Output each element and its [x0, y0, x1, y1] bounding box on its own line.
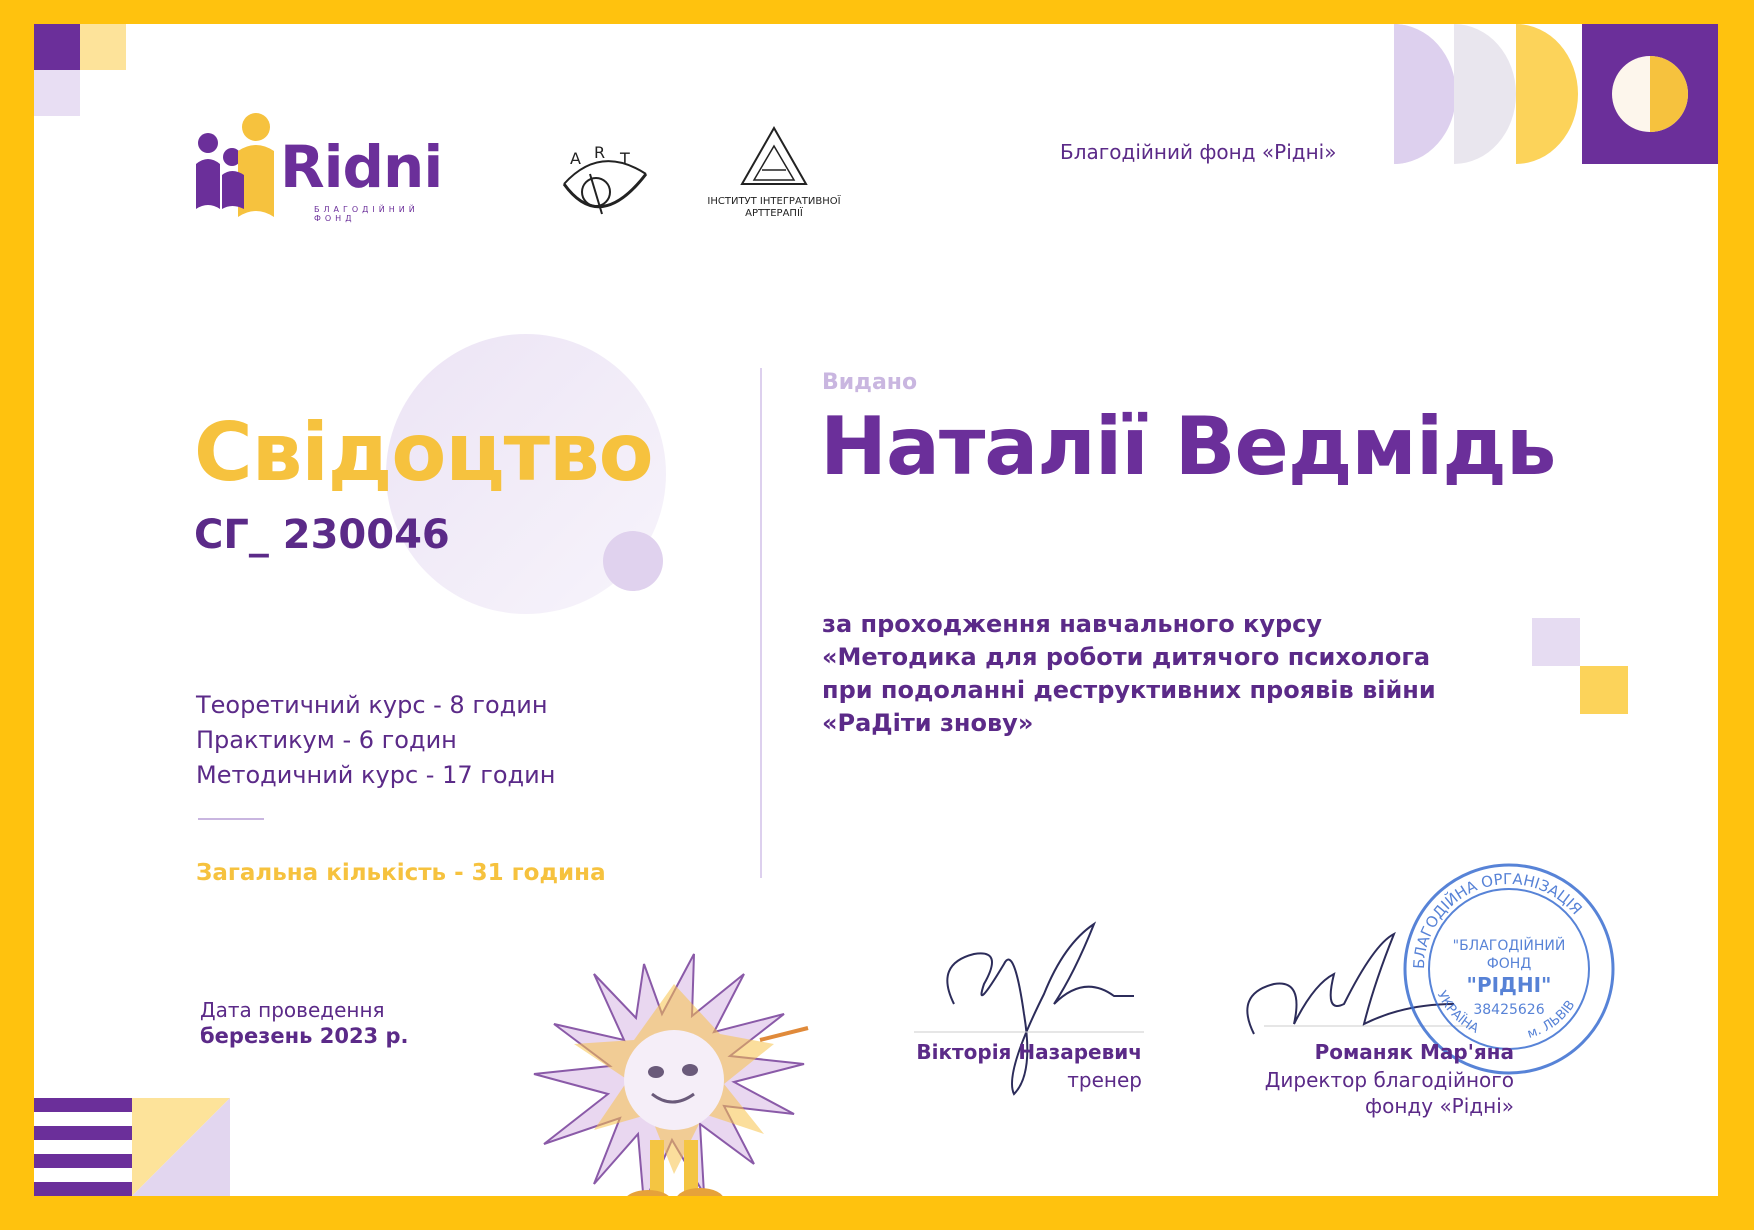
vertical-divider: [760, 368, 762, 878]
course-item: Теоретичний курс - 8 годин: [196, 691, 548, 719]
date-label: Дата проведення: [200, 998, 385, 1022]
svg-text:БЛАГОДІЙНА ОРГАНІЗАЦІЯ: [1410, 870, 1586, 969]
date-value: березень 2023 р.: [200, 1024, 409, 1048]
certificate-sheet: [34, 24, 1718, 1196]
trainer-role: тренер: [1067, 1068, 1142, 1092]
decor-squares-right: [1532, 618, 1628, 714]
certificate-title: Свідоцтво: [194, 406, 653, 499]
certificate-number: СГ_ 230046: [194, 512, 450, 558]
institute-name-line1: ІНСТИТУТ ІНТЕГРАТИВНОЇ: [707, 196, 841, 207]
small-decor-circle: [603, 531, 663, 591]
svg-text:T: T: [620, 149, 630, 168]
course-description: [822, 608, 1436, 740]
triangle-a-icon: [738, 124, 810, 188]
course-item: Практикум - 6 годин: [196, 726, 457, 754]
corner-decoration-top-left: [34, 24, 124, 114]
total-hours: Загальна кількість - 31 година: [196, 860, 606, 886]
course-list: [196, 688, 555, 793]
stamp-city: м. ЛЬВІВ: [1525, 997, 1579, 1042]
sun-mascot-image: [524, 944, 824, 1196]
description-line: за проходження навчального курсу: [822, 610, 1323, 638]
stamp-side: УКРАЇНА: [1433, 988, 1482, 1037]
svg-text:R: R: [594, 143, 606, 162]
stamp-outer-text: БЛАГОДІЙНА ОРГАНІЗАЦІЯ: [1409, 869, 1586, 970]
ridni-logo: [194, 109, 464, 223]
stamp-code: 38425626: [1473, 1002, 1545, 1018]
logo-subtitle: БЛАГОДІЙНИЙ ФОНД: [314, 205, 419, 223]
description-line: при подоланні деструктивних проявів війни: [822, 676, 1436, 704]
divider-short: [198, 818, 264, 820]
corner-decoration-bottom-left: [34, 1098, 234, 1196]
director-role-line1: Директор благодійного: [1264, 1068, 1514, 1092]
svg-text:A: A: [570, 149, 581, 168]
foundation-name: Благодійний фонд «Рідні»: [1060, 140, 1337, 164]
description-line: «РаДіти знову»: [822, 709, 1034, 737]
trainer-name: Вікторія Назаревич: [916, 1040, 1142, 1064]
corner-decoration-top-right: [1394, 24, 1718, 164]
director-role-line2: фонду «Рідні»: [1365, 1094, 1514, 1118]
recipient-name: Наталії Ведмідь: [820, 400, 1556, 493]
stamp-line3: "РІДНІ": [1466, 973, 1552, 997]
course-item: Методичний курс - 17 годин: [196, 761, 556, 789]
logo-text: Ridni: [280, 133, 443, 201]
director-name: Романяк Мар'яна: [1314, 1040, 1514, 1064]
issued-label: Видано: [822, 370, 918, 395]
institute-name-line2: АРТТЕРАПІЇ: [745, 208, 803, 219]
stamp-line1: "БЛАГОДІЙНИЙ: [1452, 938, 1566, 954]
art-logo: [550, 124, 660, 234]
description-line: «Методика для роботи дитячого психолога: [822, 643, 1431, 671]
family-figures-icon: [194, 109, 284, 219]
institute-logo: [694, 124, 854, 234]
stamp-line2: ФОНД: [1486, 956, 1532, 972]
